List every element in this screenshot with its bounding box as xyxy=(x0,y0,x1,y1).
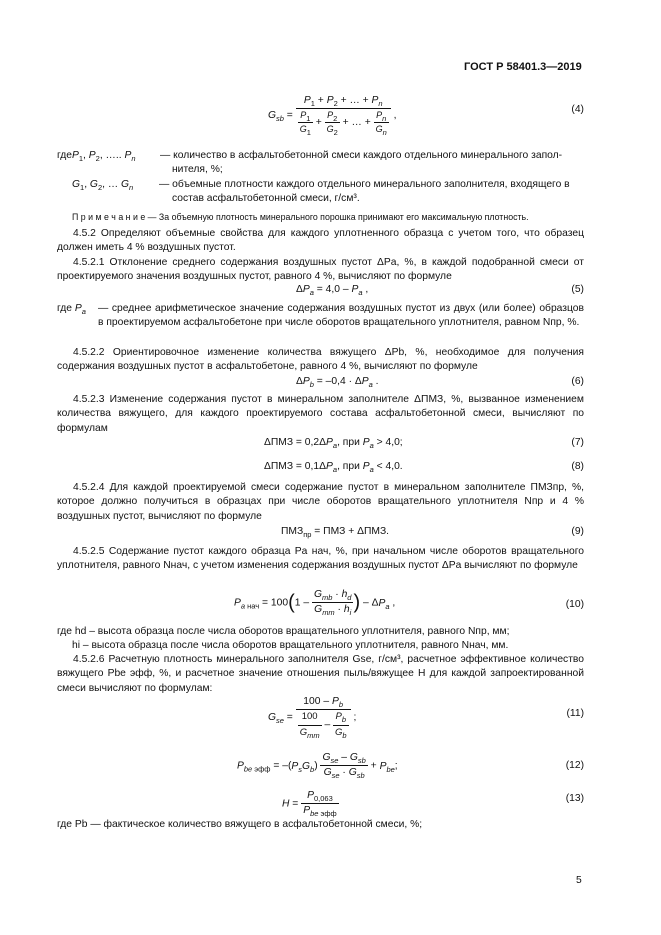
formula-12: $P_{be}$ $_{эфф} = -(P_sG_b)$ $\frac{G_{se} - G_{sb}}{G_{se} \cdot G_{sb}}$ + $P_{be}$; xyxy=(237,752,398,781)
formula-10: $P_a$ $_{нач}$ = 100(1 – $\frac{G_{mb} \cdot h_d}{G_{mm} \cdot h_i}$ ) – $\Delta P_a$ , xyxy=(234,589,396,618)
equation-number-6: (6) xyxy=(571,376,584,387)
where5-text: — среднее арифметическое значение содержания воздушных пустот из двух (или более) образцов в проектируемом асфальтобетоне при числе оборотов вращательного уплотнителя, равном Nпр, %. xyxy=(98,303,584,329)
formula-9: $ПМЗ_{пр}$ = ПМЗ + ΔПМЗ. xyxy=(281,526,390,540)
where-vars-2: $G_1$, $G_2$, … $G_n$ xyxy=(72,179,134,193)
equation-number-10: (10) xyxy=(565,599,584,610)
where10-a: где hd – высота образца после числа оборотов вращательного уплотнителя, равного Nпр, мм; xyxy=(57,626,510,637)
para-4-5-2-5: 4.5.2.5 Содержание пустот каждого образца Pa нач, %, при начальном числе оборотов вращательного уплотнителя, равного Nнач, с учетом изменения содержания воздушных пустот ΔPa вычисляют по формуле xyxy=(57,546,584,572)
formula-5: $\Delta P_a = 4,0 - P_a$ , xyxy=(296,284,369,298)
where10-b: hi – высота образца после числа оборотов вращательного уплотнителя, равного Nнач, мм. xyxy=(72,640,509,651)
para-4-5-2: 4.5.2 Определяют объемные свойства для каждого уплотненного образца с учетом того, что образец должен иметь 4 % воздушных пустот. xyxy=(57,228,584,254)
equation-number-8: (8) xyxy=(571,461,584,472)
formula-4: $G_{sb}$ = $P_1 + P_2$ + … + $P_n$ $\frac{P_1}{G_1}$ + $\frac{P_2}{G_2}$ + … + $\frac{P_n}{G_n}$ , xyxy=(268,95,397,138)
equation-number-5: (5) xyxy=(571,284,584,295)
para-4-5-2-3: 4.5.2.3 Изменение содержания пустот в минеральном заполнителе ΔПМЗ, %, вызванное изменением количества вяжущего, для каждого проектируемого состава асфальтобетонной смеси, вычисляют по формулам xyxy=(57,394,584,434)
equation-number-12: (12) xyxy=(565,760,584,771)
equation-number-7: (7) xyxy=(571,437,584,448)
page-number: 5 xyxy=(576,875,582,886)
where-def-1: — количество в асфальтобетонной смеси каждого отдельного минерального запол- xyxy=(160,150,563,161)
document-header: ГОСТ Р 58401.3—2019 xyxy=(464,61,582,73)
equation-number-9: (9) xyxy=(571,526,584,537)
formula-13: H = $\frac{P_{0,063}}{P_{be} _{эфф}}$ xyxy=(282,790,337,819)
note-label: П р и м е ч а н и е xyxy=(72,212,146,222)
para-4-5-2-4: 4.5.2.4 Для каждой проектируемой смеси содержание пустот в минеральном заполнителе ПМЗпр, %, которое должно получиться в образцах при числе оборотов вращательного уплотнителя Nпр и 4 % воздушных пустот, вычисляют по формуле xyxy=(57,482,584,522)
where-def-2: — объемные плотности каждого отдельного минерального заполнителя, входящего в xyxy=(159,179,570,190)
formula-8: $\Delta ПМЗ = 0,1\Delta P_a$, при $P_a < 4,0$. xyxy=(264,461,403,475)
where-def-1b: нителя, %; xyxy=(172,164,223,175)
formula-7: $\Delta ПМЗ = 0,2\Delta P_a$, при $P_a > 4,0$; xyxy=(264,437,403,451)
where-lead: где xyxy=(57,150,73,161)
where-last: где Pb — фактическое количество вяжущего в асфальтобетонной смеси, %; xyxy=(57,819,423,830)
where-def-2b: состав асфальтобетонной смеси, г/см³. xyxy=(172,193,360,204)
note-text: — За объемную плотность минерального порошка принимают его максимальную плотность. xyxy=(147,212,529,222)
para-4-5-2-6: 4.5.2.6 Расчетную плотность минерального заполнителя Gse, г/см³, расчетное эффективное количество вяжущего Pbe эфф, %, и расчетное значение отношения пыль/вяжущее H для каждой запроектированной смеси вычисляют по формулам: xyxy=(57,654,584,694)
para-4-5-2-1: 4.5.2.1 Отклонение среднего содержания воздушных пустот ΔPa, %, в каждой подобранной смеси от проектируемого значения воздушных пустот, равного 4 %, вычисляют по формуле xyxy=(57,257,584,283)
formula-11: $G_{se}$ = $100 - P_b$ $\frac{100}{G_{mm}}$ – $\frac{P_b}{G_b}$ ; xyxy=(268,696,357,740)
where5-lead: где $P_a$ xyxy=(57,303,86,317)
where-vars-1: $P_1$, $P_2$, ….. $P_n$ xyxy=(72,150,136,164)
equation-number-13: (13) xyxy=(565,793,584,804)
equation-number-11: (11) xyxy=(566,708,584,719)
note xyxy=(72,210,529,224)
formula-6: $\Delta P_b = -0,4 \cdot \Delta P_a$ . xyxy=(296,376,379,390)
equation-number-4: (4) xyxy=(571,104,584,115)
para-4-5-2-2: 4.5.2.2 Ориентировочное изменение количества вяжущего ΔPb, %, необходимое для получения содержания воздушных пустот в асфальтобетоне, равного 4 %, вычисляют по формуле xyxy=(57,347,584,373)
